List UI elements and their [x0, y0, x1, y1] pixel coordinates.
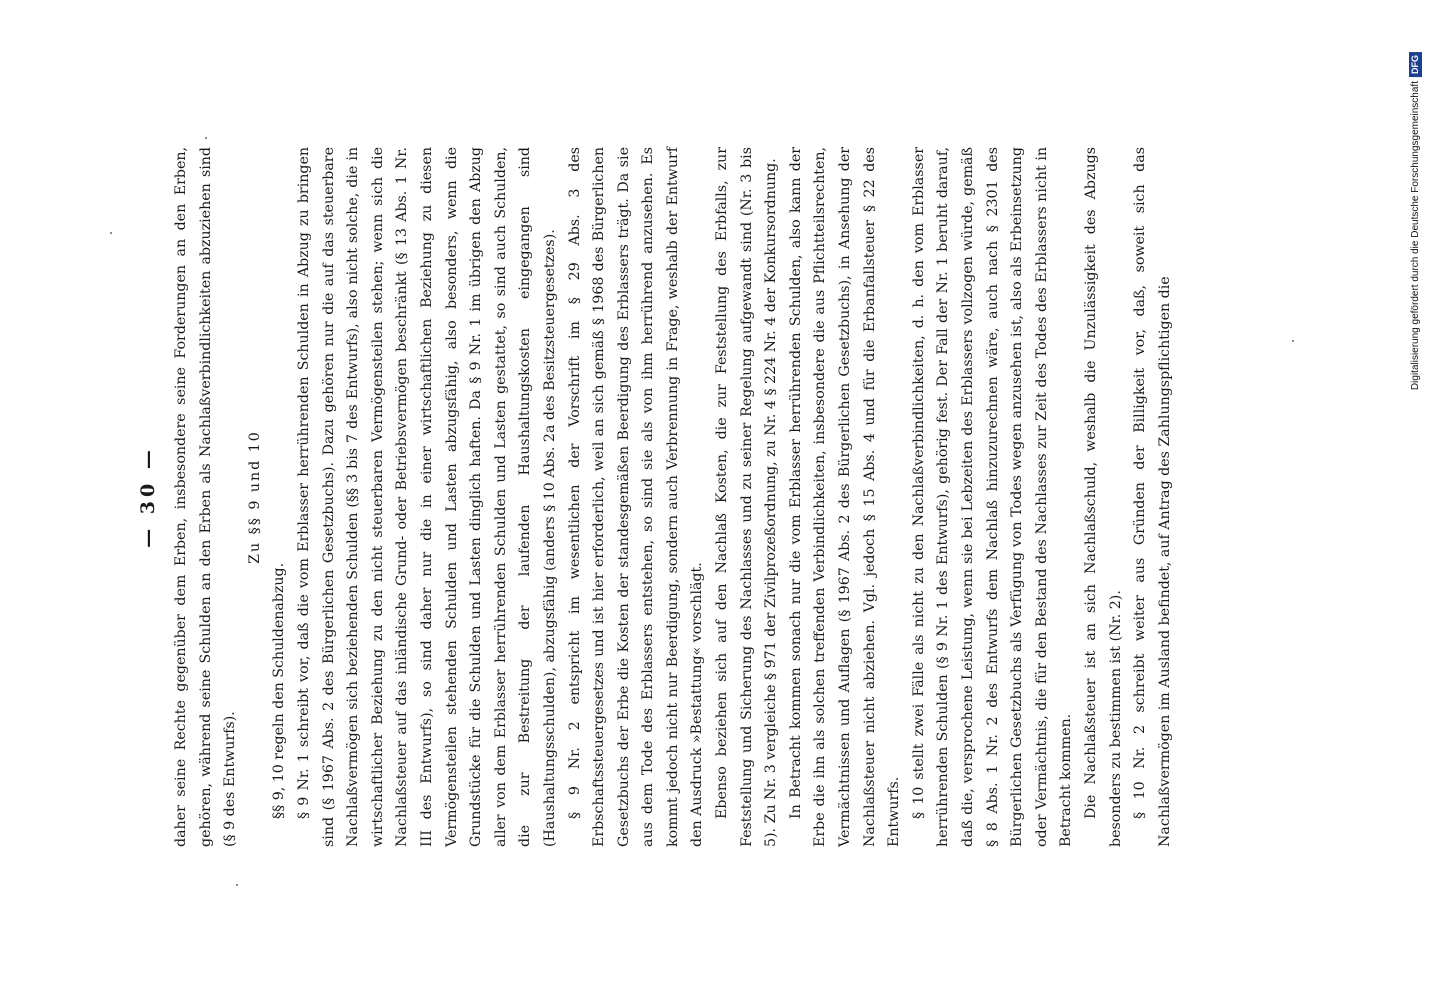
paragraph: Die Nachlaßsteuer ist an sich Nachlaßschuld, weshalb die Unzulässigkeit des Abzugs besonders zu bestimmen ist (Nr. 2). [1082, 147, 1124, 847]
paragraph: § 9 Nr. 2 entspricht im wesentlichen der Vorschrift im § 29 Abs. 3 des Erbschaftssteuergesetzes und ist hier erforderlich, weil an sich gemäß § 1968 des Bürgerlichen Gesetzbuchs der Erbe die Kosten der standesgemäßen Beerdigung des Erblassers trägt. Da sie aus dem Tode des Erblassers entstehen, so sind sie als von ihm herrührend anzusehen. Es kommt jedoch nicht nur Beerdigung, sondern auch Verbrennung in Frage, weshalb der Entwurf den Ausdruck »Bestattung« vorschlägt. [566, 147, 706, 847]
scan-speck [1292, 340, 1294, 342]
digitization-credit [1408, 0, 1424, 1000]
paragraph: § 10 Nr. 2 schreibt weiter aus Gründen der Billigkeit vor, daß, soweit sich das Nachlaßvermögen im Ausland befindet, auf Antrag des Zahlungspflichtigen die [1132, 147, 1173, 847]
page-content-rotated [133, 147, 1293, 847]
scan-speck [205, 137, 207, 139]
credit-line [1408, 52, 1424, 390]
document-body [169, 147, 1177, 847]
paragraph: daher seine Rechte gegenüber dem Erben, insbesondere seine Forderungen an den Erben, gehören, während seine Schulden an den Erben als Nachlaßverbindlichkeiten abzuziehen sind (§ 9 des Entwurfs). [173, 147, 239, 847]
section-heading: Zu §§ 9 und 10 [246, 430, 263, 564]
paragraph: §§ 9, 10 regeln den Schuldenabzug. [271, 562, 288, 819]
paragraph: § 9 Nr. 1 schreibt vor, daß die vom Erblasser herrührenden Schulden in Abzug zu bringen sind (§ 1967 Abs. 2 des Bürgerlichen Gesetzbuchs). Dazu gehören nur die auf das steuerbare Nachlaßvermögen sich beziehenden Schulden (§§ 3 bis 7 des Entwurfs), also nicht solche, die in wirtschaftlicher Beziehung zu den nicht steuerbaren Vermögensteilen stehen; wenn sich die Nachlaßsteuer auf das inländische Grund- oder Betriebsvermögen beschränkt (§ 13 Abs. 1 Nr. III des Entwurfs), so sind daher nur die in einer wirtschaftlichen Beziehung zu diesen Vermögensteilen stehenden Schulden und Lasten abzugsfähig, also besonders, wenn die Grundstücke für die Schulden und Lasten dinglich haften. Da § 9 Nr. 1 im übrigen den Abzug aller von dem Erblasser herrührenden Schulden und Lasten gestattet, so sind auch Schulden, die zur Bestreitung der laufenden Haushaltungskosten eingegangen sind (Haushaltungsschulden), abzugsfähig (anders § 10 Abs. 2a des Besitzsteuergesetzes). [295, 147, 558, 847]
scan-speck [236, 884, 238, 886]
page-number-header: — 30 — [137, 446, 159, 548]
dfg-logo: DFG [1409, 52, 1422, 77]
scan-speck [110, 232, 112, 234]
paragraph: § 10 stellt zwei Fälle als nicht zu den Nachlaßverbindlichkeiten, d. h. den vom Erblasser herrührenden Schulden (§ 9 Nr. 1 des Entwurfs), gehörig fest. Der Fall der Nr. 1 beruht darauf, daß die, versprochene Leistung, wenn sie bei Lebzeiten des Erblassers vollzogen würde, gemäß § 8 Abs. 1 Nr. 2 des Entwurfs dem Nachlaß hinzuzurechnen wäre, auch nach § 2301 des Bürgerlichen Gesetzbuchs als Verfügung von Todes wegen anzusehen ist, also als Erbeinsetzung oder Vermächtnis, die für den Bestand des Nachlasses zur Zeit des Todes des Erblassers nicht in Betracht kommen. [910, 147, 1075, 847]
paragraph: In Betracht kommen sonach nur die vom Erblasser herrührenden Schulden, also kann der Erbe die ihn als solchen treffenden Verbindlichkeiten, insbesondere die aus Pflichtteilsrechten, Vermächtnissen und Auflagen (§ 1967 Abs. 2 des Bürgerlichen Gesetzbuchs), in Ansehung der Nachlaßsteuer nicht abziehen. Vgl. jedoch § 15 Abs. 4 und für die Erbanfallsteuer § 22 des Entwurfs. [787, 147, 903, 847]
document-page [133, 147, 1293, 847]
credit-text: Digitalisierung gefördert durch die Deutsche Forschungsgemeinschaft [1410, 80, 1421, 390]
paragraph: Ebenso beziehen sich auf den Nachlaß Kosten, die zur Feststellung des Erbfalls, zur Feststellung und Sicherung des Nachlasses und zu seiner Regelung aufgewandt sind (Nr. 3 bis 5). Zu Nr. 3 vergleiche § 971 der Zivilprozeßordnung, zu Nr. 4 § 224 Nr. 4 der Konkursordnung. [714, 147, 780, 847]
